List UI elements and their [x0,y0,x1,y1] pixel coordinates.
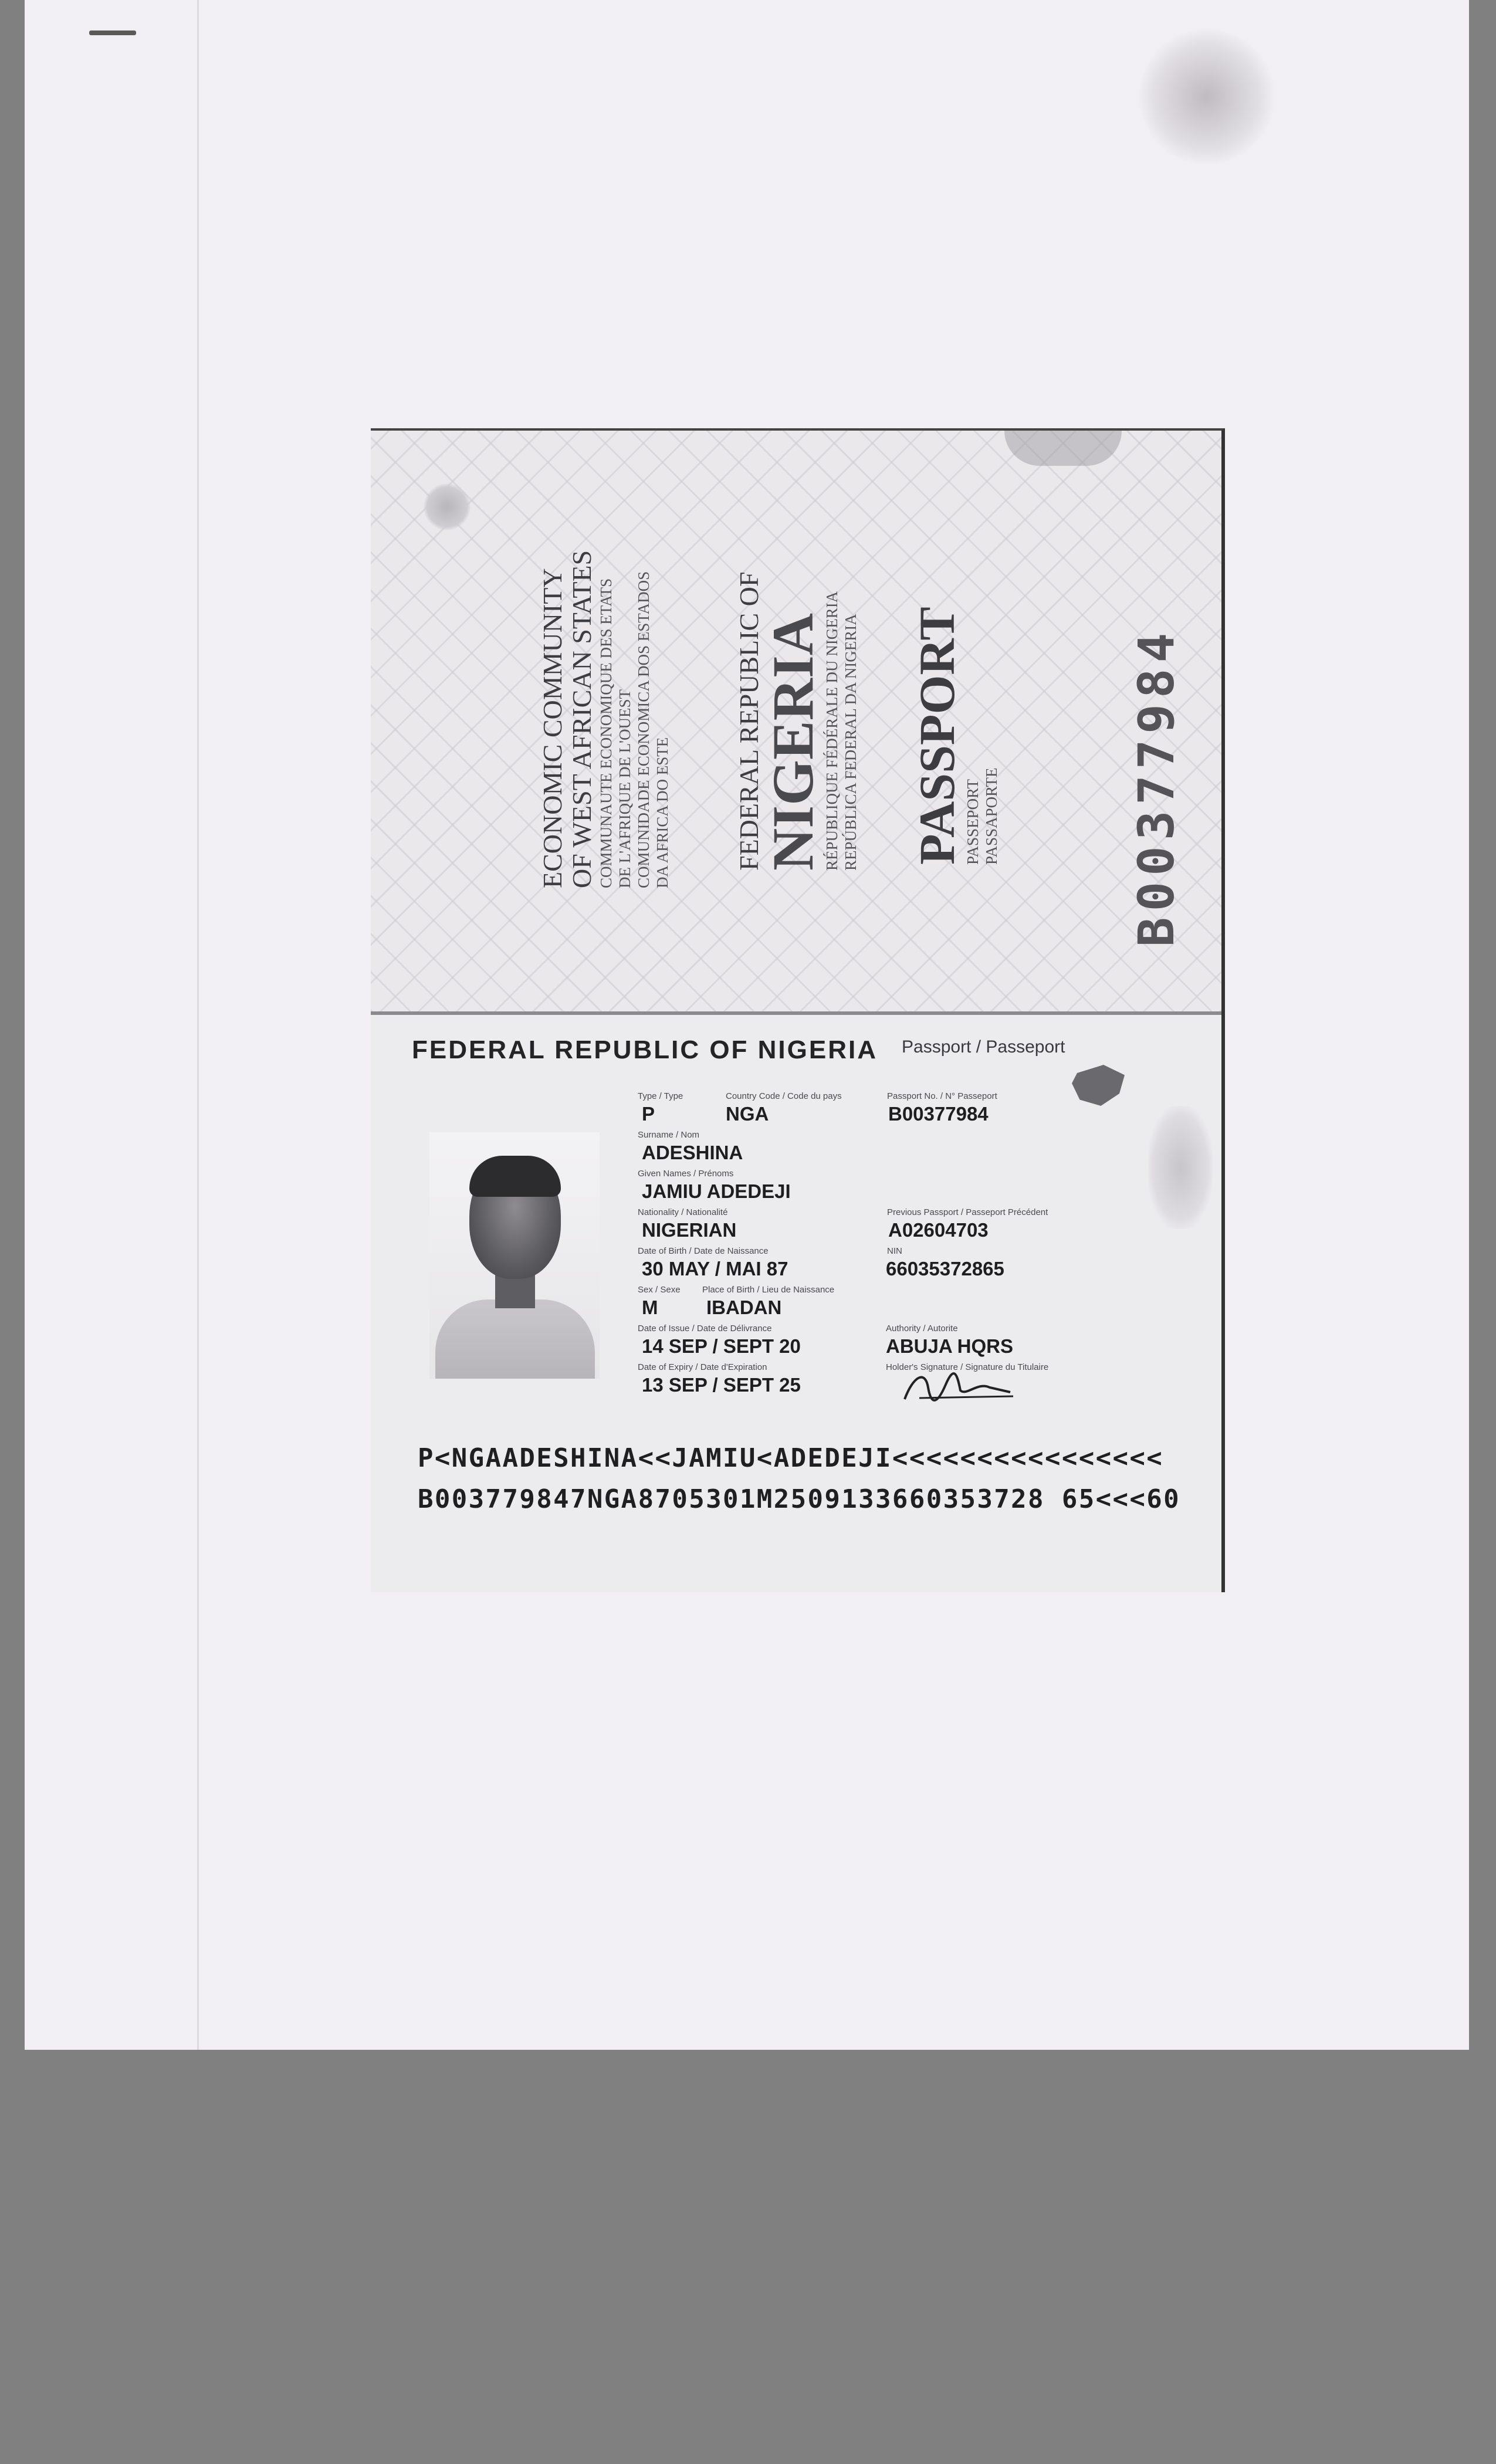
surname-label: Surname / Nom [638,1130,700,1140]
coat-of-arms-icon [424,483,471,530]
passport-word-fr: PASSEPORT [964,779,981,865]
ink-stain [1139,29,1274,164]
nationality-label: Nationality / Nationalité [638,1207,728,1217]
serial-block [1128,627,1185,947]
dob-label: Date of Birth / Date de Naissance [638,1246,769,1256]
holder-signature [902,1364,1019,1411]
ecowas-line2: OF WEST AFRICAN STATES [567,550,597,888]
ecowas-pt-line1: COMUNIDADE ECONOMICA DOS ESTADOS [635,571,652,888]
mrz-line-1: P<NGAADESHINA<<JAMIU<ADEDEJI<<<<<<<<<<<<<<<< [418,1443,1164,1473]
document-type-heading: Passport / Passeport [902,1037,1065,1057]
previous-passport-label: Previous Passport / Passeport Précédent [887,1207,1048,1217]
country-name-fr: RÉPUBLIQUE FÉDÉRALE DU NIGERIA [823,591,841,871]
country-code-label: Country Code / Code du pays [726,1091,842,1101]
passport-word-pt: PASSAPORTE [983,767,1000,865]
given-names-label: Given Names / Prénoms [638,1169,734,1179]
passport-word: PASSPORT [909,607,965,865]
ecowas-line1: ECONOMIC COMMUNITY [537,568,567,888]
authority-label: Authority / Autorite [886,1324,958,1333]
surname-value: ADESHINA [642,1142,743,1163]
emblem-icon [1004,431,1122,466]
previous-passport-value: A02604703 [888,1219,989,1241]
federal-republic-text: FEDERAL REPUBLIC OF [734,571,764,871]
signature-label: Holder's Signature / Signature du Titulaire [886,1362,1049,1372]
authority-value: ABUJA HQRS [886,1335,1013,1357]
passport-scan [371,428,1225,1592]
scan-mark [89,31,136,35]
passport-cover [371,431,1221,1015]
ecowas-fr-line1: COMMUNAUTE ECONOMIQUE DES ETATS [597,578,615,888]
issue-date-label: Date of Issue / Date de Délivrance [638,1324,772,1333]
ecowas-fr-line2: DE L'AFRIQUE DE L'OUEST [616,689,634,888]
passport-data-page [371,1015,1221,1592]
mrz-line-2: B003779847NGA8705301M2509133660353728 65<<<60 [418,1484,1181,1514]
sex-label: Sex / Sexe [638,1285,681,1295]
ecowas-block [538,550,672,888]
holder-photo [429,1132,600,1379]
nin-label: NIN [887,1246,902,1256]
data-page-title: FEDERAL REPUBLIC OF NIGERIA [412,1035,878,1064]
perforated-serial: B00377984 [1128,627,1185,947]
ecowas-pt-line2: DA AFRICA DO ESTE [654,737,671,888]
given-names-value: JAMIU ADEDEJI [642,1180,791,1202]
passport-no-label: Passport No. / N° Passeport [887,1091,997,1101]
nin-value: 66035372865 [886,1258,1004,1280]
passport-word-block [911,607,1001,865]
country-name: NIGERIA [760,613,825,871]
nationality-value: NIGERIAN [642,1219,737,1241]
sex-value: M [642,1297,658,1318]
expiry-date-label: Date of Expiry / Date d'Expiration [638,1362,767,1372]
type-value: P [642,1103,655,1125]
scanned-page [25,0,1469,2050]
country-code-value: NGA [726,1103,769,1125]
place-of-birth-label: Place of Birth / Lieu de Naissance [702,1285,835,1295]
country-block [735,572,860,871]
passport-no-value: B00377984 [888,1103,989,1125]
dob-value: 30 MAY / MAI 87 [642,1258,788,1280]
expiry-date-value: 13 SEP / SEPT 25 [642,1374,801,1396]
type-label: Type / Type [638,1091,683,1101]
place-of-birth-value: IBADAN [706,1297,782,1318]
issue-date-value: 14 SEP / SEPT 20 [642,1335,801,1357]
ghost-image [1148,1106,1213,1229]
country-name-pt: REPÚBLICA FEDERAL DA NIGERIA [842,614,859,871]
nigeria-map-icon [1072,1065,1125,1106]
margin-line [197,0,199,2050]
